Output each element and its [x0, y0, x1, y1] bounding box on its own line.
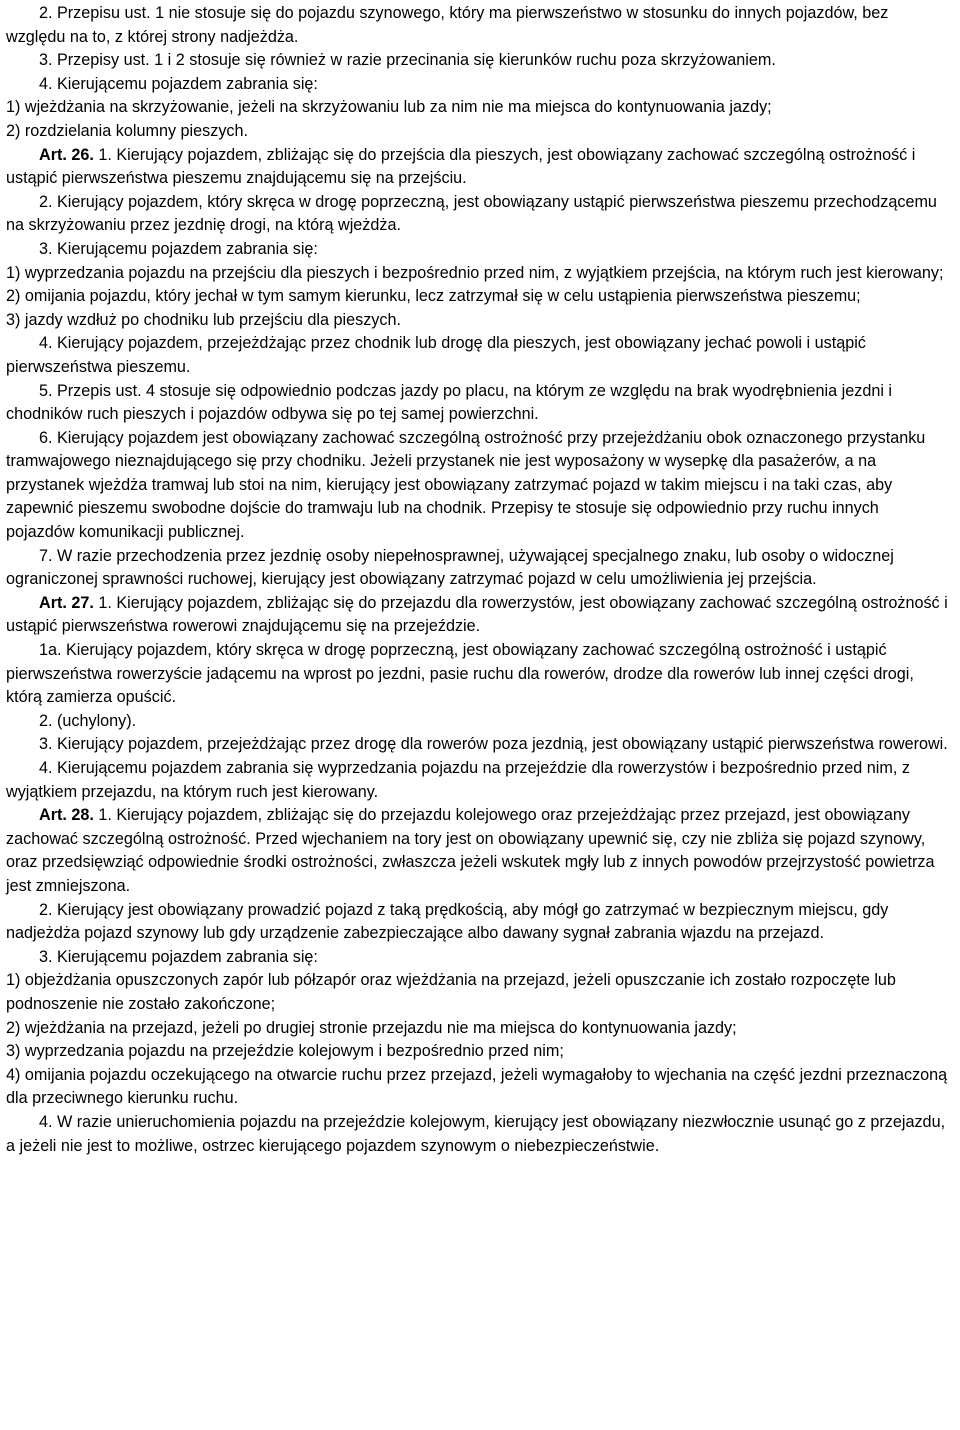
article-paragraph [6, 592, 950, 639]
document-body [6, 2, 950, 1158]
paragraph [6, 2, 950, 49]
paragraph-text: 3. Kierujący pojazdem, przejeżdżając przez drogę dla rowerów poza jezdnią, jest obowiązany ustąpić pierwszeństwa rowerowi. [39, 735, 948, 754]
paragraph [6, 191, 950, 238]
paragraph [6, 733, 950, 757]
paragraph-text: 2) wjeżdżania na przejazd, jeżeli po drugiej stronie przejazdu nie ma miejsca do kontynuowania jazdy; [6, 1018, 737, 1037]
list-item [6, 969, 950, 1016]
paragraph-text: 4. Kierującemu pojazdem zabrania się wyprzedzania pojazdu na przejeździe dla rowerzystów i bezpośrednio przed nim, z wyjątkiem przejazdu, na którym ruch jest kierowany. [6, 759, 910, 801]
list-item [6, 120, 950, 144]
list-item [6, 1064, 950, 1111]
paragraph-text: 3. Kierującemu pojazdem zabrania się: [39, 947, 318, 966]
paragraph-text: 2. Kierujący pojazdem, który skręca w drogę poprzeczną, jest obowiązany ustąpić pierwszeństwa pieszemu przechodzącemu na skrzyżowaniu przez jezdnię drogi, na którą wjeżdża. [6, 192, 937, 235]
list-item [6, 1017, 950, 1041]
paragraph-text: 2. (uchylony). [39, 711, 137, 730]
paragraph-text: 1a. Kierujący pojazdem, który skręca w drogę poprzeczną, jest obowiązany zachować szczególną ostrożność i ustąpić pierwszeństwa rowerzyście jadącemu na wprost po jezdni, pasie ruchu dla rowerów, drodze dla rowerów lub innej części drogi, którą zamierza opuścić. [6, 641, 914, 707]
paragraph-text: 1. Kierujący pojazdem, zbliżając się do przejazdu kolejowego oraz przejeżdżając przez przejazd, jest obowiązany zachować szczególną ostrożność. Przed wjechaniem na tory jest on obowiązany upewnić się, czy nie zbliża się pojazd szynowy, oraz przedsięwziąć odpowiednie środki ostrożności, zwłaszcza jeżeli wskutek mgły lub z innych powodów przejrzystość powietrza jest zmniejszona. [6, 806, 935, 895]
article-number: Art. 27. [39, 593, 94, 612]
paragraph-text: 6. Kierujący pojazdem jest obowiązany zachować szczególną ostrożność przy przejeżdżaniu obok oznaczonego przystanku tramwajowego nieznajdującego się przy chodniku. Jeżeli przystanek nie jest wyposażony w wysepkę dla pasażerów, a na przystanek wjeżdża tramwaj lub stoi na nim, kierujący jest obowiązany zatrzymać pojazd w takim miejscu i na taki czas, aby zapewnić pieszemu swobodne dojście do tramwaju lub na chodnik. Przepisy te stosuje się odpowiednio przy ruchu innych pojazdów komunikacji publicznej. [6, 428, 926, 542]
paragraph-text: 3) wyprzedzania pojazdu na przejeździe kolejowym i bezpośrednio przed nim; [6, 1042, 564, 1061]
paragraph [6, 332, 950, 379]
list-item [6, 285, 950, 309]
paragraph-text: 4. W razie unieruchomienia pojazdu na przejeździe kolejowym, kierujący jest obowiązany niezwłocznie usunąć go z przejazdu, a jeżeli nie jest to możliwe, ostrzec kierującego pojazdem szynowym o niebezpieczeństwie. [6, 1112, 946, 1155]
paragraph-text: 4) omijania pojazdu oczekującego na otwarcie ruchu przez przejazd, jeżeli wymagałoby to wjechania na część jezdni przeznaczoną dla przeciwnego kierunku ruchu. [6, 1065, 948, 1108]
paragraph-text: 3. Przepisy ust. 1 i 2 stosuje się również w razie przecinania się kierunków ruchu poza skrzyżowaniem. [39, 51, 776, 70]
paragraph [6, 639, 950, 710]
paragraph [6, 1111, 950, 1158]
paragraph [6, 49, 950, 73]
paragraph-text: 4. Kierujący pojazdem, przejeżdżając przez chodnik lub drogę dla pieszych, jest obowiązany jechać powoli i ustąpić pierwszeństwa pieszemu. [6, 334, 866, 376]
paragraph [6, 427, 950, 545]
paragraph-text: 2. Kierujący jest obowiązany prowadzić pojazd z taką prędkością, aby mógł go zatrzymać w bezpiecznym miejscu, gdy nadjeżdża pojazd szynowy lub gdy urządzenie zabezpieczające albo dawany sygnał zabrania wjazdu na przejazd. [6, 900, 889, 943]
paragraph [6, 380, 950, 427]
paragraph-text: 3. Kierującemu pojazdem zabrania się: [39, 239, 318, 258]
article-number: Art. 28. [39, 806, 94, 825]
paragraph-text: 4. Kierującemu pojazdem zabrania się: [39, 74, 318, 93]
paragraph-text: 2. Przepisu ust. 1 nie stosuje się do pojazdu szynowego, który ma pierwszeństwo w stosunku do innych pojazdów, bez względu na to, z której strony nadjeżdża. [6, 4, 889, 46]
paragraph [6, 710, 950, 734]
article-paragraph [6, 144, 950, 191]
paragraph-text: 3) jazdy wzdłuż po chodniku lub przejściu dla pieszych. [6, 310, 401, 329]
paragraph-text: 1) wjeżdżania na skrzyżowanie, jeżeli na skrzyżowaniu lub za nim nie ma miejsca do kontynuowania jazdy; [6, 98, 772, 117]
paragraph [6, 946, 950, 970]
article-number: Art. 26. [39, 145, 94, 164]
paragraph [6, 73, 950, 97]
paragraph-text: 2) omijania pojazdu, który jechał w tym samym kierunku, lecz zatrzymał się w celu ustąpienia pierwszeństwa pieszemu; [6, 287, 861, 306]
list-item [6, 1040, 950, 1064]
paragraph [6, 545, 950, 592]
paragraph-text: 1. Kierujący pojazdem, zbliżając się do przejazdu dla rowerzystów, jest obowiązany zachować szczególną ostrożność i ustąpić pierwszeństwa rowerowi znajdującemu się na przejeździe. [6, 593, 948, 636]
list-item [6, 96, 950, 120]
paragraph-text: 5. Przepis ust. 4 stosuje się odpowiednio podczas jazdy po placu, na którym ze względu na brak wyodrębnienia jezdni i chodników ruch pieszych i pojazdów odbywa się po tej samej powierzchni. [6, 381, 893, 424]
paragraph-text: 2) rozdzielania kolumny pieszych. [6, 121, 249, 140]
list-item [6, 262, 950, 286]
article-paragraph [6, 804, 950, 898]
paragraph-text: 1. Kierujący pojazdem, zbliżając się do przejścia dla pieszych, jest obowiązany zachować szczególną ostrożność i ustąpić pierwszeństwa pieszemu znajdującemu się na przejściu. [6, 145, 916, 188]
paragraph-text: 1) objeżdżania opuszczonych zapór lub półzapór oraz wjeżdżania na przejazd, jeżeli opuszczanie ich zostało rozpoczęte lub podnoszenie nie zostało zakończone; [6, 971, 896, 1013]
paragraph-text: 1) wyprzedzania pojazdu na przejściu dla pieszych i bezpośrednio przed nim, z wyjątkiem przejścia, na którym ruch jest kierowany; [6, 263, 944, 282]
paragraph [6, 899, 950, 946]
paragraph [6, 757, 950, 804]
paragraph-text: 7. W razie przechodzenia przez jezdnię osoby niepełnosprawnej, używającej specjalnego znaku, lub osoby o widocznej ograniczonej sprawności ruchowej, kierujący jest obowiązany zatrzymać pojazd w celu umożliwienia jej przejścia. [6, 546, 894, 589]
list-item [6, 309, 950, 333]
paragraph [6, 238, 950, 262]
